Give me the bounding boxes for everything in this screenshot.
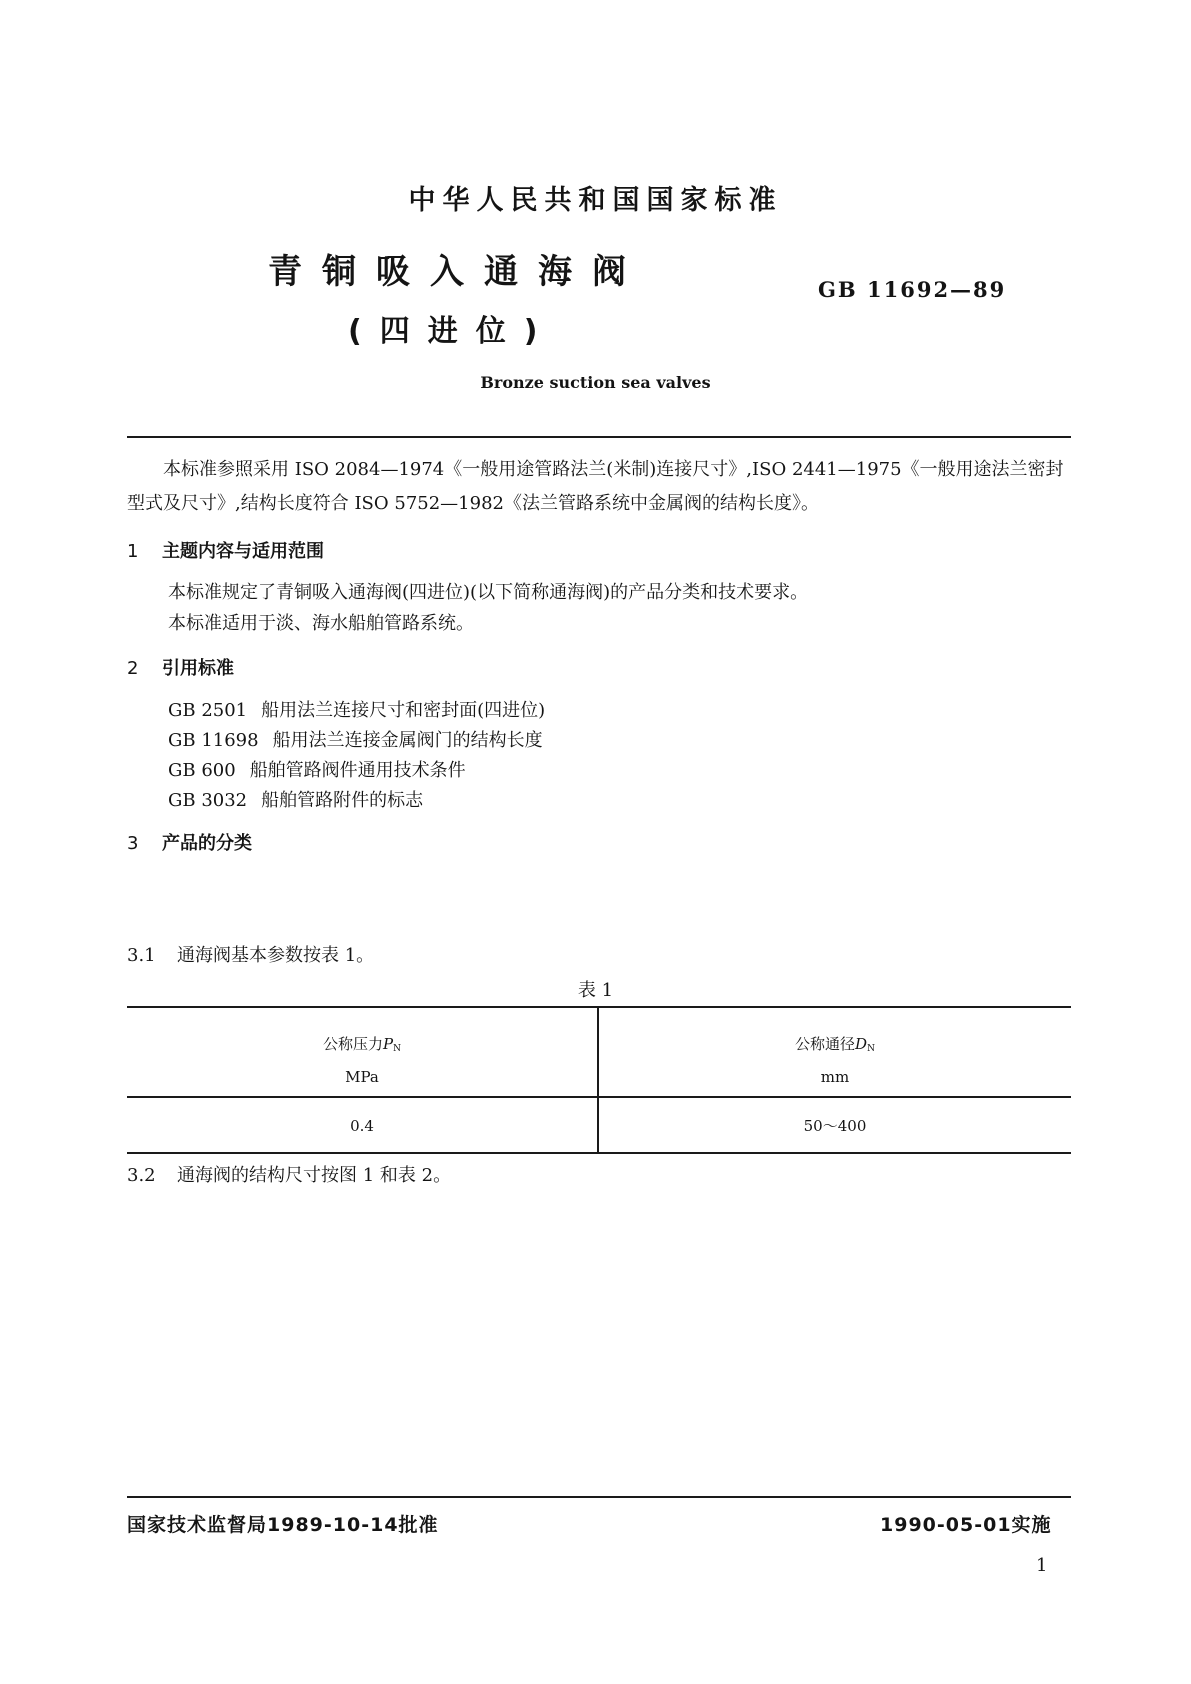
reference-item [168,726,543,752]
reference-title: 船舶管路附件的标志 [261,790,424,811]
clause-text: 通海阀的结构尺寸按图 1 和表 2。 [177,1165,452,1186]
document-title: 青铜吸入通海阀 [268,252,646,292]
intro-paragraph: 本标准参照采用 ISO 2084—1974《一般用途管路法兰(米制)连接尺寸》,ISO 2441—1975《一般用途法兰密封型式及尺寸》,结构长度符合 ISO 5752—1982《法兰管路系统中金属阀的结构长度》。 [127,459,1064,514]
table-header-cell [127,1030,597,1091]
section-title: 主题内容与适用范围 [162,541,324,562]
table-cell: 50～400 [803,1117,867,1135]
clause-3-2 [127,1161,451,1187]
parameter-table [127,1006,1071,1154]
section-title: 引用标准 [162,658,234,679]
reference-item [168,756,466,782]
national-standard-heading: 中华人民共和国国家标准 [408,185,783,216]
clause-text: 通海阀基本参数按表 1。 [177,945,375,966]
section-number: 1 [127,541,139,562]
header-unit: MPa [345,1068,379,1086]
reference-code: GB 2501 [168,700,248,721]
table-cell: 0.4 [350,1117,374,1135]
header-divider [127,436,1071,438]
footer-divider [127,1496,1071,1498]
header-unit: mm [820,1068,850,1086]
header-label: 公称通径 [795,1035,856,1053]
section-2-heading [127,654,234,680]
reference-title: 船舶管路阀件通用技术条件 [249,760,466,781]
header-symbol-subscript: N [867,1044,875,1054]
implementation-date: 1990-05-01实施 [880,1514,1052,1536]
reference-item [168,696,545,722]
table-caption: 表 1 [577,980,614,1001]
document-subtitle: (四进位) [348,314,556,349]
approval-note: 国家技术监督局1989-10-14批准 [127,1514,439,1536]
english-title: Bronze suction sea valves [480,373,711,392]
reference-title: 船用法兰连接尺寸和密封面(四进位) [261,700,546,721]
section-number: 2 [127,658,139,679]
section-3-heading [127,829,252,855]
reference-code: GB 3032 [168,790,248,811]
page-number: 1 [1036,1555,1048,1576]
reference-item [168,786,423,812]
header-label: 公称压力 [323,1035,384,1053]
header-symbol: D [855,1035,868,1053]
clause-3-1 [127,941,374,967]
section-1-line: 本标准适用于淡、海水船舶管路系统。 [168,613,474,634]
header-symbol-subscript: N [393,1044,401,1054]
reference-code: GB 11698 [168,730,259,751]
section-number: 3 [127,833,139,854]
standard-code: GB 11692—89 [818,277,1007,302]
reference-code: GB 600 [168,760,236,781]
section-1-heading [127,537,324,563]
section-title: 产品的分类 [162,833,252,854]
clause-number: 3.2 [127,1165,156,1186]
reference-title: 船用法兰连接金属阀门的结构长度 [272,730,543,751]
clause-number: 3.1 [127,945,156,966]
table-header-cell [599,1030,1071,1091]
table-header-divider [127,1096,1071,1098]
header-symbol: P [383,1035,394,1053]
section-1-line: 本标准规定了青铜吸入通海阀(四进位)(以下简称通海阀)的产品分类和技术要求。 [168,582,809,603]
